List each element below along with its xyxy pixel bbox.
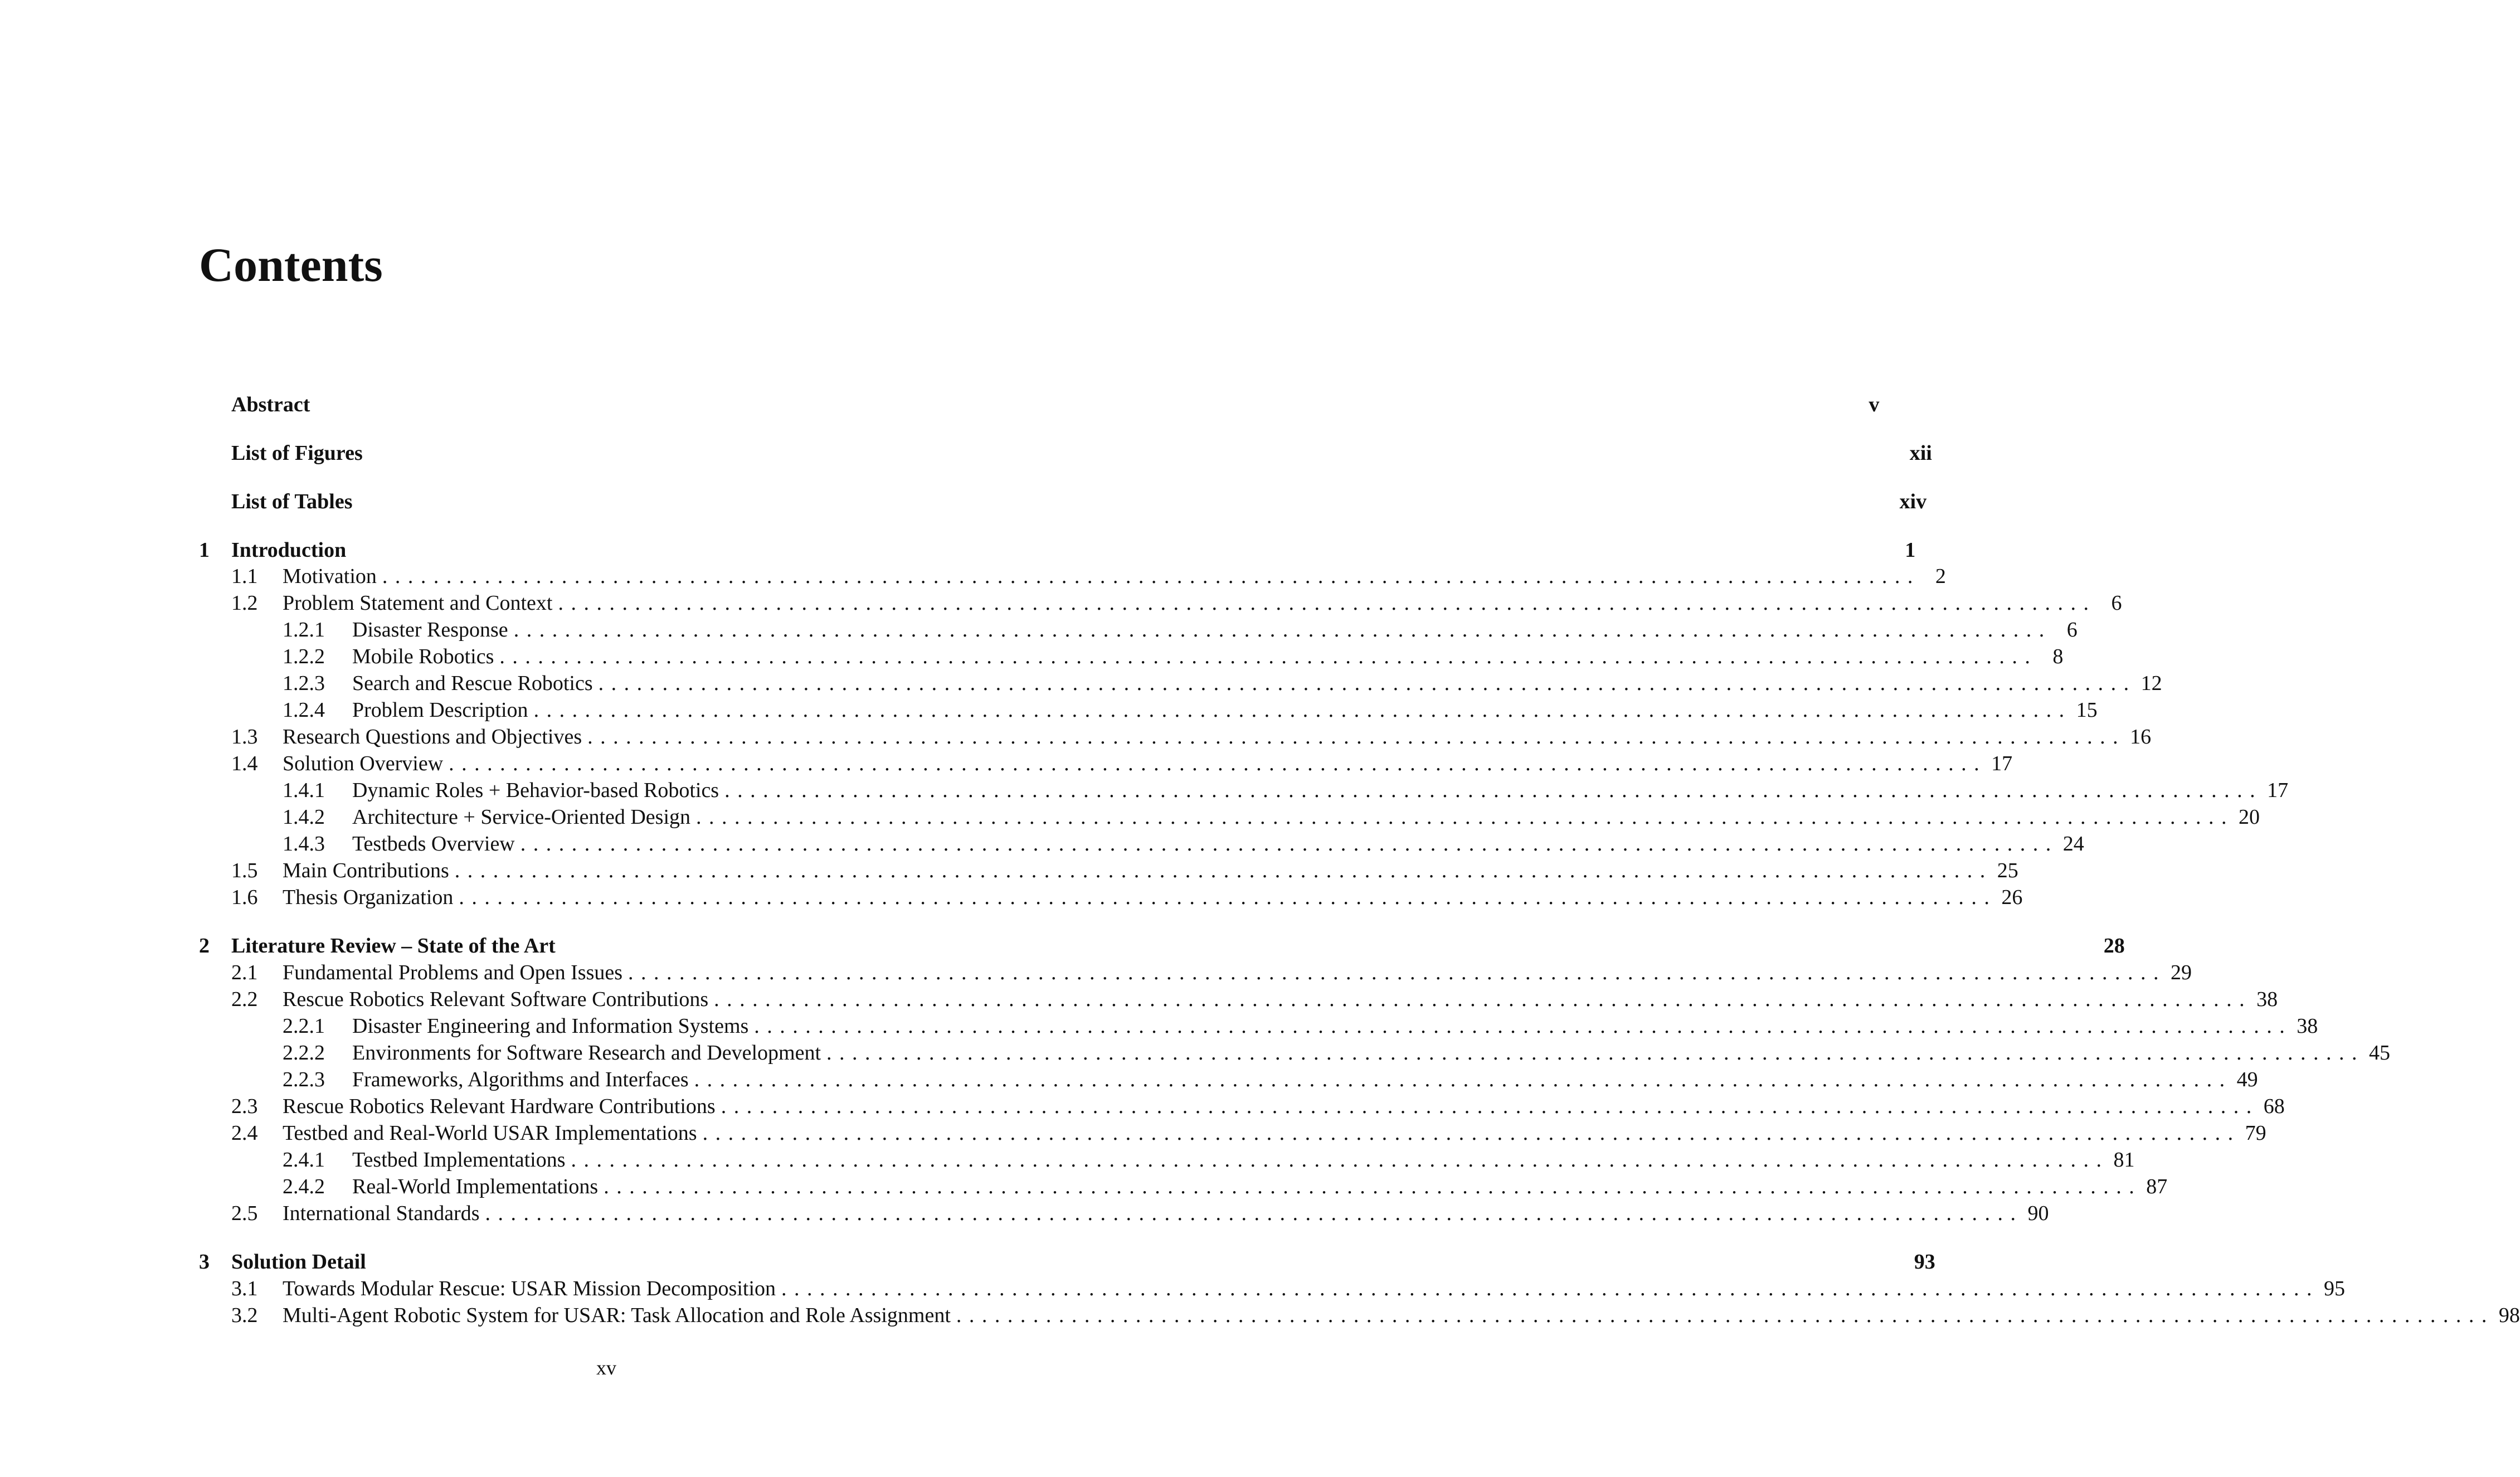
toc-entry-title: Main Contributions [283, 859, 449, 882]
toc-entry-section[interactable] [199, 986, 2278, 1013]
toc-entry-section[interactable] [199, 590, 2122, 616]
toc-entry-subsection[interactable] [199, 830, 2084, 857]
dot-leader: ........................................................................................................................ [781, 1277, 2320, 1300]
toc-entry-section[interactable] [199, 1275, 2346, 1302]
toc-entry-number: 1.4.3 [283, 832, 325, 856]
toc-entry-section[interactable] [199, 1120, 2266, 1146]
dot-leader: ........................................................................................................................ [956, 1304, 2494, 1327]
toc-entry-number: 1.2.2 [283, 645, 325, 668]
toc-entry-section[interactable] [199, 959, 2192, 986]
toc-entry-page: 12 [2140, 672, 2162, 695]
toc-entry-number: 2.3 [231, 1095, 258, 1118]
dot-leader: ........................................................................................................................ [702, 1121, 2241, 1145]
toc-entry-title: Towards Modular Rescue: USAR Mission Decomposition [283, 1277, 776, 1300]
toc-entry-number: 1.4 [231, 752, 258, 775]
dot-leader: ........................................................................................................................ [533, 698, 2072, 722]
toc-entry-number: 2.1 [231, 961, 258, 984]
toc-entry-page: 68 [2263, 1095, 2285, 1118]
toc-entry-subsection[interactable] [199, 1146, 2135, 1173]
toc-entry-page: 17 [2267, 779, 2289, 802]
toc-entry-subsection[interactable] [199, 643, 2064, 670]
toc-entry-page: xii [1909, 441, 1932, 465]
dot-leader: ........................................................................................................................ [714, 988, 2253, 1011]
toc-entry-page: 6 [2111, 591, 2122, 615]
toc-entry-section[interactable] [199, 563, 1946, 590]
toc-entry-title: Architecture + Service-Oriented Design [352, 805, 691, 829]
dot-leader: ........................................................................................................................ [721, 1095, 2259, 1118]
toc-entry-title: Disaster Engineering and Information Systems [352, 1014, 749, 1038]
page-number: xv [596, 1357, 616, 1379]
dot-leader: ........................................................................................................................ [587, 725, 2126, 749]
dot-leader: ........................................................................................................................ [382, 565, 1920, 588]
toc-entry-section[interactable] [199, 1093, 2285, 1120]
toc-entry-subsection[interactable] [199, 697, 2098, 723]
toc-entry-number: 2.2.2 [283, 1041, 325, 1065]
toc-entry-page: 1 [1905, 538, 1916, 562]
toc-entry-title: Testbeds Overview [352, 832, 515, 856]
toc-entry-number: 1.4.2 [283, 805, 325, 829]
toc-entry-number: 2.5 [231, 1202, 258, 1225]
toc-entry-title: Problem Statement and Context [283, 591, 553, 615]
toc-entry-title: Thesis Organization [283, 886, 454, 909]
toc-entry-number: 2.2 [231, 988, 258, 1011]
toc-entry-section[interactable] [199, 884, 2023, 911]
toc-entry-number: 3.1 [231, 1277, 258, 1300]
toc-entry-page: 98 [2498, 1304, 2520, 1327]
dot-leader: ........................................................................................................................ [724, 779, 2263, 802]
toc-entry-title: Introduction [231, 538, 347, 562]
toc-entry-subsection[interactable] [199, 670, 2162, 697]
toc-entry-section[interactable] [199, 750, 2013, 777]
toc-entry-page: 38 [2256, 988, 2278, 1011]
dot-leader: ........................................................................................................................ [485, 1202, 2023, 1225]
toc-entry-page: 90 [2027, 1202, 2049, 1225]
toc-entry-number: 3 [199, 1250, 210, 1274]
toc-entry-title: Solution Detail [231, 1250, 366, 1274]
dot-leader: ........................................................................................................................ [449, 752, 1987, 775]
toc-entry-title: Dynamic Roles + Behavior-based Robotics [352, 779, 719, 802]
toc-entry-title: Multi-Agent Robotic System for USAR: Task Allocation and Role Assignment [283, 1304, 951, 1327]
toc-entry-page: 26 [2001, 886, 2023, 909]
toc-entry-section[interactable] [199, 857, 2018, 884]
toc-entry-subsection[interactable] [199, 616, 2078, 643]
dot-leader: ........................................................................................................................ [598, 672, 2137, 695]
toc-entry-number: 1.2 [231, 591, 258, 615]
dot-leader: ........................................................................................................................ [513, 618, 2052, 642]
toc-entry-number: 1.2.4 [283, 698, 325, 722]
toc-entry-page: 81 [2113, 1148, 2135, 1172]
toc-entry-title: Research Questions and Objectives [283, 725, 582, 749]
toc-entry-page: 15 [2076, 698, 2098, 722]
toc-entry-subsection[interactable] [199, 1066, 2258, 1093]
toc-entry-section[interactable] [199, 723, 2152, 750]
toc-entry-number: 1.1 [231, 565, 258, 588]
toc-entry-number: 2.4.1 [283, 1148, 325, 1172]
toc-entry-page: 16 [2130, 725, 2152, 749]
toc-entry-page: v [1869, 393, 1880, 416]
toc-entry-subsection[interactable] [199, 777, 2289, 804]
toc-entry-title: International Standards [283, 1202, 480, 1225]
toc-entry-page: 93 [1914, 1250, 1935, 1274]
toc-entry-title: Testbed and Real-World USAR Implementations [283, 1121, 697, 1145]
toc-entry-page: 28 [2103, 934, 2125, 958]
toc-entry-title: Environments for Software Research and Development [352, 1041, 821, 1065]
dot-leader: ........................................................................................................................ [499, 645, 2038, 668]
toc-entry-number: 1.4.1 [283, 779, 325, 802]
dot-leader: ........................................................................................................................ [696, 805, 2235, 829]
toc-entry-title: Literature Review – State of the Art [231, 934, 556, 958]
toc-entry-chapter[interactable] [199, 440, 1932, 467]
dot-leader: ........................................................................................................................ [454, 859, 1993, 882]
toc-entry-chapter[interactable] [199, 488, 1927, 515]
toc-entry-number: 1.6 [231, 886, 258, 909]
toc-entry-subsection[interactable] [199, 1173, 2168, 1200]
toc-entry-title: Disaster Response [352, 618, 508, 642]
toc-entry-title: Testbed Implementations [352, 1148, 566, 1172]
toc-entry-number: 2.4 [231, 1121, 258, 1145]
toc-entry-title: Fundamental Problems and Open Issues [283, 961, 623, 984]
toc-entry-number: 1 [199, 538, 210, 562]
toc-entry-title: Problem Description [352, 698, 528, 722]
toc-entry-title: Rescue Robotics Relevant Hardware Contributions [283, 1095, 716, 1118]
toc-entry-page: 49 [2236, 1068, 2258, 1091]
toc-entry-page: 20 [2239, 805, 2260, 829]
toc-entry-page: 2 [1935, 565, 1946, 588]
dot-leader: ........................................................................................................................ [628, 961, 2167, 984]
toc-entry-title: Mobile Robotics [352, 645, 494, 668]
toc-entry-chapter[interactable] [199, 1248, 1935, 1275]
toc-entry-page: 24 [2062, 832, 2084, 856]
dot-leader: ........................................................................................................................ [604, 1175, 2142, 1198]
toc-entry-title: Real-World Implementations [352, 1175, 599, 1198]
toc-entry-subsection[interactable] [199, 1013, 2318, 1039]
toc-entry-chapter[interactable] [199, 537, 1916, 563]
toc-entry-title: Solution Overview [283, 752, 444, 775]
toc-entry-chapter[interactable] [199, 932, 2125, 959]
dot-leader: ........................................................................................................................ [558, 591, 2096, 615]
toc-entry-section[interactable] [199, 1302, 2520, 1329]
toc-entry-number: 2.2.1 [283, 1014, 325, 1038]
toc-entry-page: 79 [2245, 1121, 2266, 1145]
toc-entry-number: 1.2.1 [283, 618, 325, 642]
dot-leader: ........................................................................................................................ [459, 886, 1997, 909]
toc-entry-number: 2 [199, 934, 210, 958]
toc-entry-title: Search and Rescue Robotics [352, 672, 593, 695]
toc-entry-number: 1.3 [231, 725, 258, 749]
toc-entry-section[interactable] [199, 1200, 2049, 1227]
toc-entry-number: 1.5 [231, 859, 258, 882]
dot-leader: ........................................................................................................................ [571, 1148, 2109, 1172]
dot-leader: ........................................................................................................................ [826, 1041, 2365, 1065]
toc-entry-number: 2.4.2 [283, 1175, 325, 1198]
toc-entry-page: 6 [2066, 618, 2078, 642]
toc-entry-page: 8 [2052, 645, 2064, 668]
toc-entry-subsection[interactable] [199, 804, 2260, 830]
toc-entry-title: Abstract [231, 393, 310, 416]
toc-entry-title: List of Tables [231, 490, 353, 513]
dot-leader: ........................................................................................................................ [754, 1014, 2293, 1038]
toc-entry-number: 3.2 [231, 1304, 258, 1327]
toc-entry-title: Frameworks, Algorithms and Interfaces [352, 1068, 689, 1091]
toc-entry-number: 2.2.3 [283, 1068, 325, 1091]
toc-entry-page: 29 [2171, 961, 2192, 984]
page-title: Contents [199, 238, 383, 291]
toc-entry-page: 45 [2369, 1041, 2391, 1065]
toc-entry-page: 25 [1997, 859, 2018, 882]
toc-entry-number: 1.2.3 [283, 672, 325, 695]
toc-entry-page: 87 [2146, 1175, 2168, 1198]
toc-entry-page: xiv [1899, 490, 1927, 513]
dot-leader: ........................................................................................................................ [520, 832, 2059, 856]
toc-entry-page: 17 [1991, 752, 2013, 775]
toc-entry-subsection[interactable] [199, 1039, 2391, 1066]
toc-entry-chapter[interactable] [199, 391, 1880, 418]
toc-entry-title: List of Figures [231, 441, 363, 465]
dot-leader: ........................................................................................................................ [694, 1068, 2232, 1091]
toc-entry-page: 95 [2324, 1277, 2346, 1300]
toc-entry-title: Rescue Robotics Relevant Software Contributions [283, 988, 709, 1011]
toc-entry-title: Motivation [283, 565, 377, 588]
toc-entry-page: 38 [2297, 1014, 2318, 1038]
